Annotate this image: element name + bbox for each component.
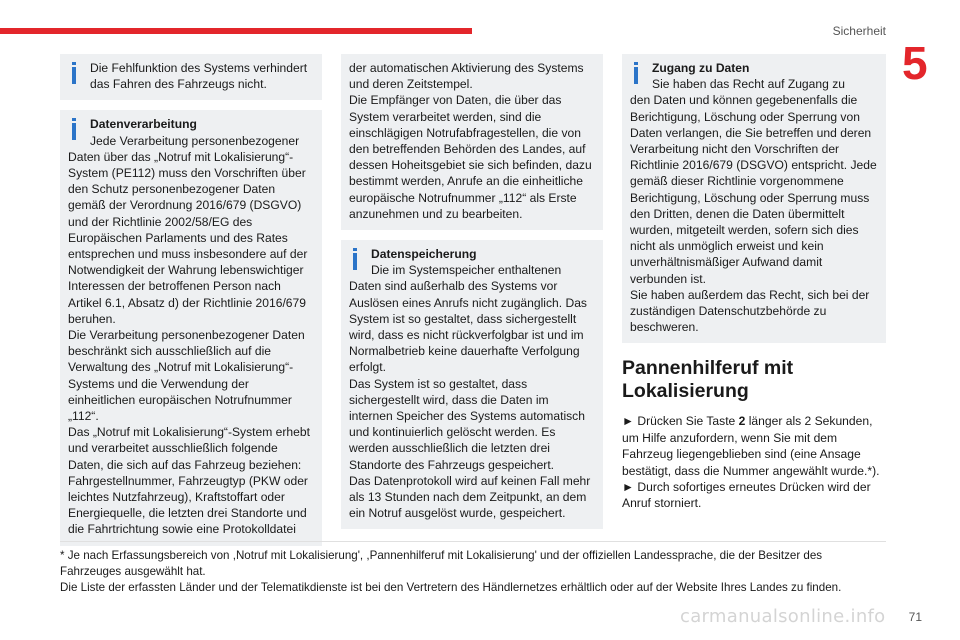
info-box-data-processing xyxy=(60,110,322,545)
section-title: Sicherheit xyxy=(832,24,886,38)
instruction-list xyxy=(622,413,886,511)
button-number: 2 xyxy=(738,414,746,429)
paragraph: Die Verarbeitung personenbezogener Daten beschränkt sich ausschließlich auf die Verwaltung des „Notruf mit Lokalisierung“-Systems und die Verwendung der einheitlichen europäischen Notrufnummer „112“. xyxy=(68,328,305,424)
info-box-title: Datenspeicherung xyxy=(371,247,477,262)
paragraph: Das Datenprotokoll wird auf keinen Fall mehr als 13 Stunden nach dem Zeitpunkt, an dem ein Notruf ausgelöst wurde, gespeichert. xyxy=(349,473,591,521)
paragraph: der automatischen Aktivierung des Systems und deren Zeitstempel. xyxy=(349,61,584,92)
chapter-number: 5 xyxy=(902,37,928,89)
footnote-line: Die Liste der erfassten Länder und der Telematikdienste ist bei den Vertretern des Händlernetzes erhältlich oder auf der Website Ihres Landes zu finden. xyxy=(60,581,842,594)
section-heading: Pannenhilferuf mit Lokalisierung xyxy=(622,357,794,403)
paragraph: den Daten und können gegebenenfalls die Berichtigung, Löschung oder Sperrung von Daten verlangen, die Sie betreffen und deren Verarbeitung nicht den Vorschriften der Richtlinie 2016/679 (DSGVO) entspricht. Jede gemäß dieser Richtlinie vorgenommene Berichtigung, Löschung oder Sperrung muss den Dritten, denen die Daten übermittelt wurden, mitgeteilt werden, sofern sich dies nicht als unmöglich erweist und kein unverhältnismäßiger Aufwand damit verbunden ist. xyxy=(630,93,877,286)
footnote-divider xyxy=(60,541,886,542)
arrow-icon: ► xyxy=(622,480,634,495)
info-box-lead: Sie haben das Recht auf Zugang zu xyxy=(652,77,845,92)
info-box-text: Die Fehlfunktion des Systems verhindert das Fahren des Fahrzeugs nicht. xyxy=(90,61,308,92)
info-box-title: Zugang zu Daten xyxy=(652,61,750,75)
paragraph: Das „Notruf mit Lokalisierung“-System erhebt und verarbeitet ausschließlich folgende Daten, die sich auf das Fahrzeug beziehen: Fahrgestellnummer, Fahrzeugtyp (PKW oder leichtes Nutzfahrzeug), Kraftstoffart oder Energiequelle, die letzten drei Standorte und die Fahrtrichtung sowie eine Protokolldatei xyxy=(68,425,310,537)
paragraph: Daten über das „Notruf mit Lokalisierung“-System (PE112) muss den Vorschriften über den Schutz personenbezogener Daten gemäß der Verordnung 2016/679 (DSGVO) und der Richtlinie 2002/58/EG des Europäischen Parlaments und des Rates entsprechen und muss insbesondere auf der Notwendigkeit der Wahrung lebenswichtiger Interessen der betroffenen Person nach Artikel 6.1, Absatz d) der Richtlinie 2016/679 beruhen. xyxy=(68,149,308,326)
info-box-continued xyxy=(341,54,603,230)
info-icon xyxy=(353,248,357,270)
column-1 xyxy=(60,54,322,556)
info-box-data-storage xyxy=(341,240,603,529)
header-accent-bar xyxy=(0,28,472,34)
info-box-title: Datenverarbeitung xyxy=(90,117,197,132)
footnote xyxy=(60,548,886,596)
instruction-step: ► Durch sofortiges erneutes Drücken wird der Anruf storniert. xyxy=(622,480,871,511)
info-icon xyxy=(72,62,76,84)
watermark: carmanualsonline.info xyxy=(680,606,886,627)
info-box-lead: Die im Systemspeicher enthaltenen xyxy=(371,263,562,278)
page-number: 71 xyxy=(908,610,922,624)
arrow-icon: ► xyxy=(622,414,634,429)
info-box-data-access xyxy=(622,54,886,343)
info-box-malfunction xyxy=(60,54,322,100)
column-2 xyxy=(341,54,603,539)
paragraph: Sie haben außerdem das Recht, sich bei der zuständigen Datenschutzbehörde zu beschweren. xyxy=(630,287,870,335)
paragraph: Das System ist so gestaltet, dass sichergestellt wird, dass die Daten im internen Speicher des Systems automatisch und kontinuierlich gelöscht werden. Es werden ausschließlich die letzten drei Standorte des Fahrzeugs gespeichert. xyxy=(349,376,585,472)
footnote-line: * Je nach Erfassungsbereich von ,Notruf mit Lokalisierung', ,Pannenhilferuf mit Lokalisierung' und der offiziellen Landessprache, die der Besitzer des Fahrzeuges ausgewählt hat. xyxy=(60,549,823,578)
info-box-lead: Jede Verarbeitung personenbezogener xyxy=(90,133,300,148)
paragraph: Daten sind außerhalb des Systems vor Auslösen eines Anrufs nicht zugänglich. Das System ist so gestaltet, dass sichergestellt wird, dass es nicht rückverfolgbar ist und im Normalbetrieb keine dauerhafte Verfolgung erfolgt. xyxy=(349,279,587,375)
info-icon xyxy=(72,118,76,140)
instruction-step: ► Drücken Sie Taste 2 länger als 2 Sekunden, um Hilfe anzufordern, wenn Sie mit dem Fahrzeug liegengeblieben sind (eine Ansage bestätigt, dass die Nummer angewählt wurde.*). xyxy=(622,414,880,478)
column-3 xyxy=(622,54,886,512)
info-icon xyxy=(634,62,638,84)
paragraph: Die Empfänger von Daten, die über das System verarbeitet werden, sind die einschlägigen Notrufabfragestellen, die von den betreffenden Behörden des Landes, auf dessen Hoheitsgebiet sie sich befinden, dazu bestimmt werden, Anrufe an die einheitliche europäische Notrufnummer „112“ als Erste anzunehmen und zu bearbeiten. xyxy=(349,93,592,221)
